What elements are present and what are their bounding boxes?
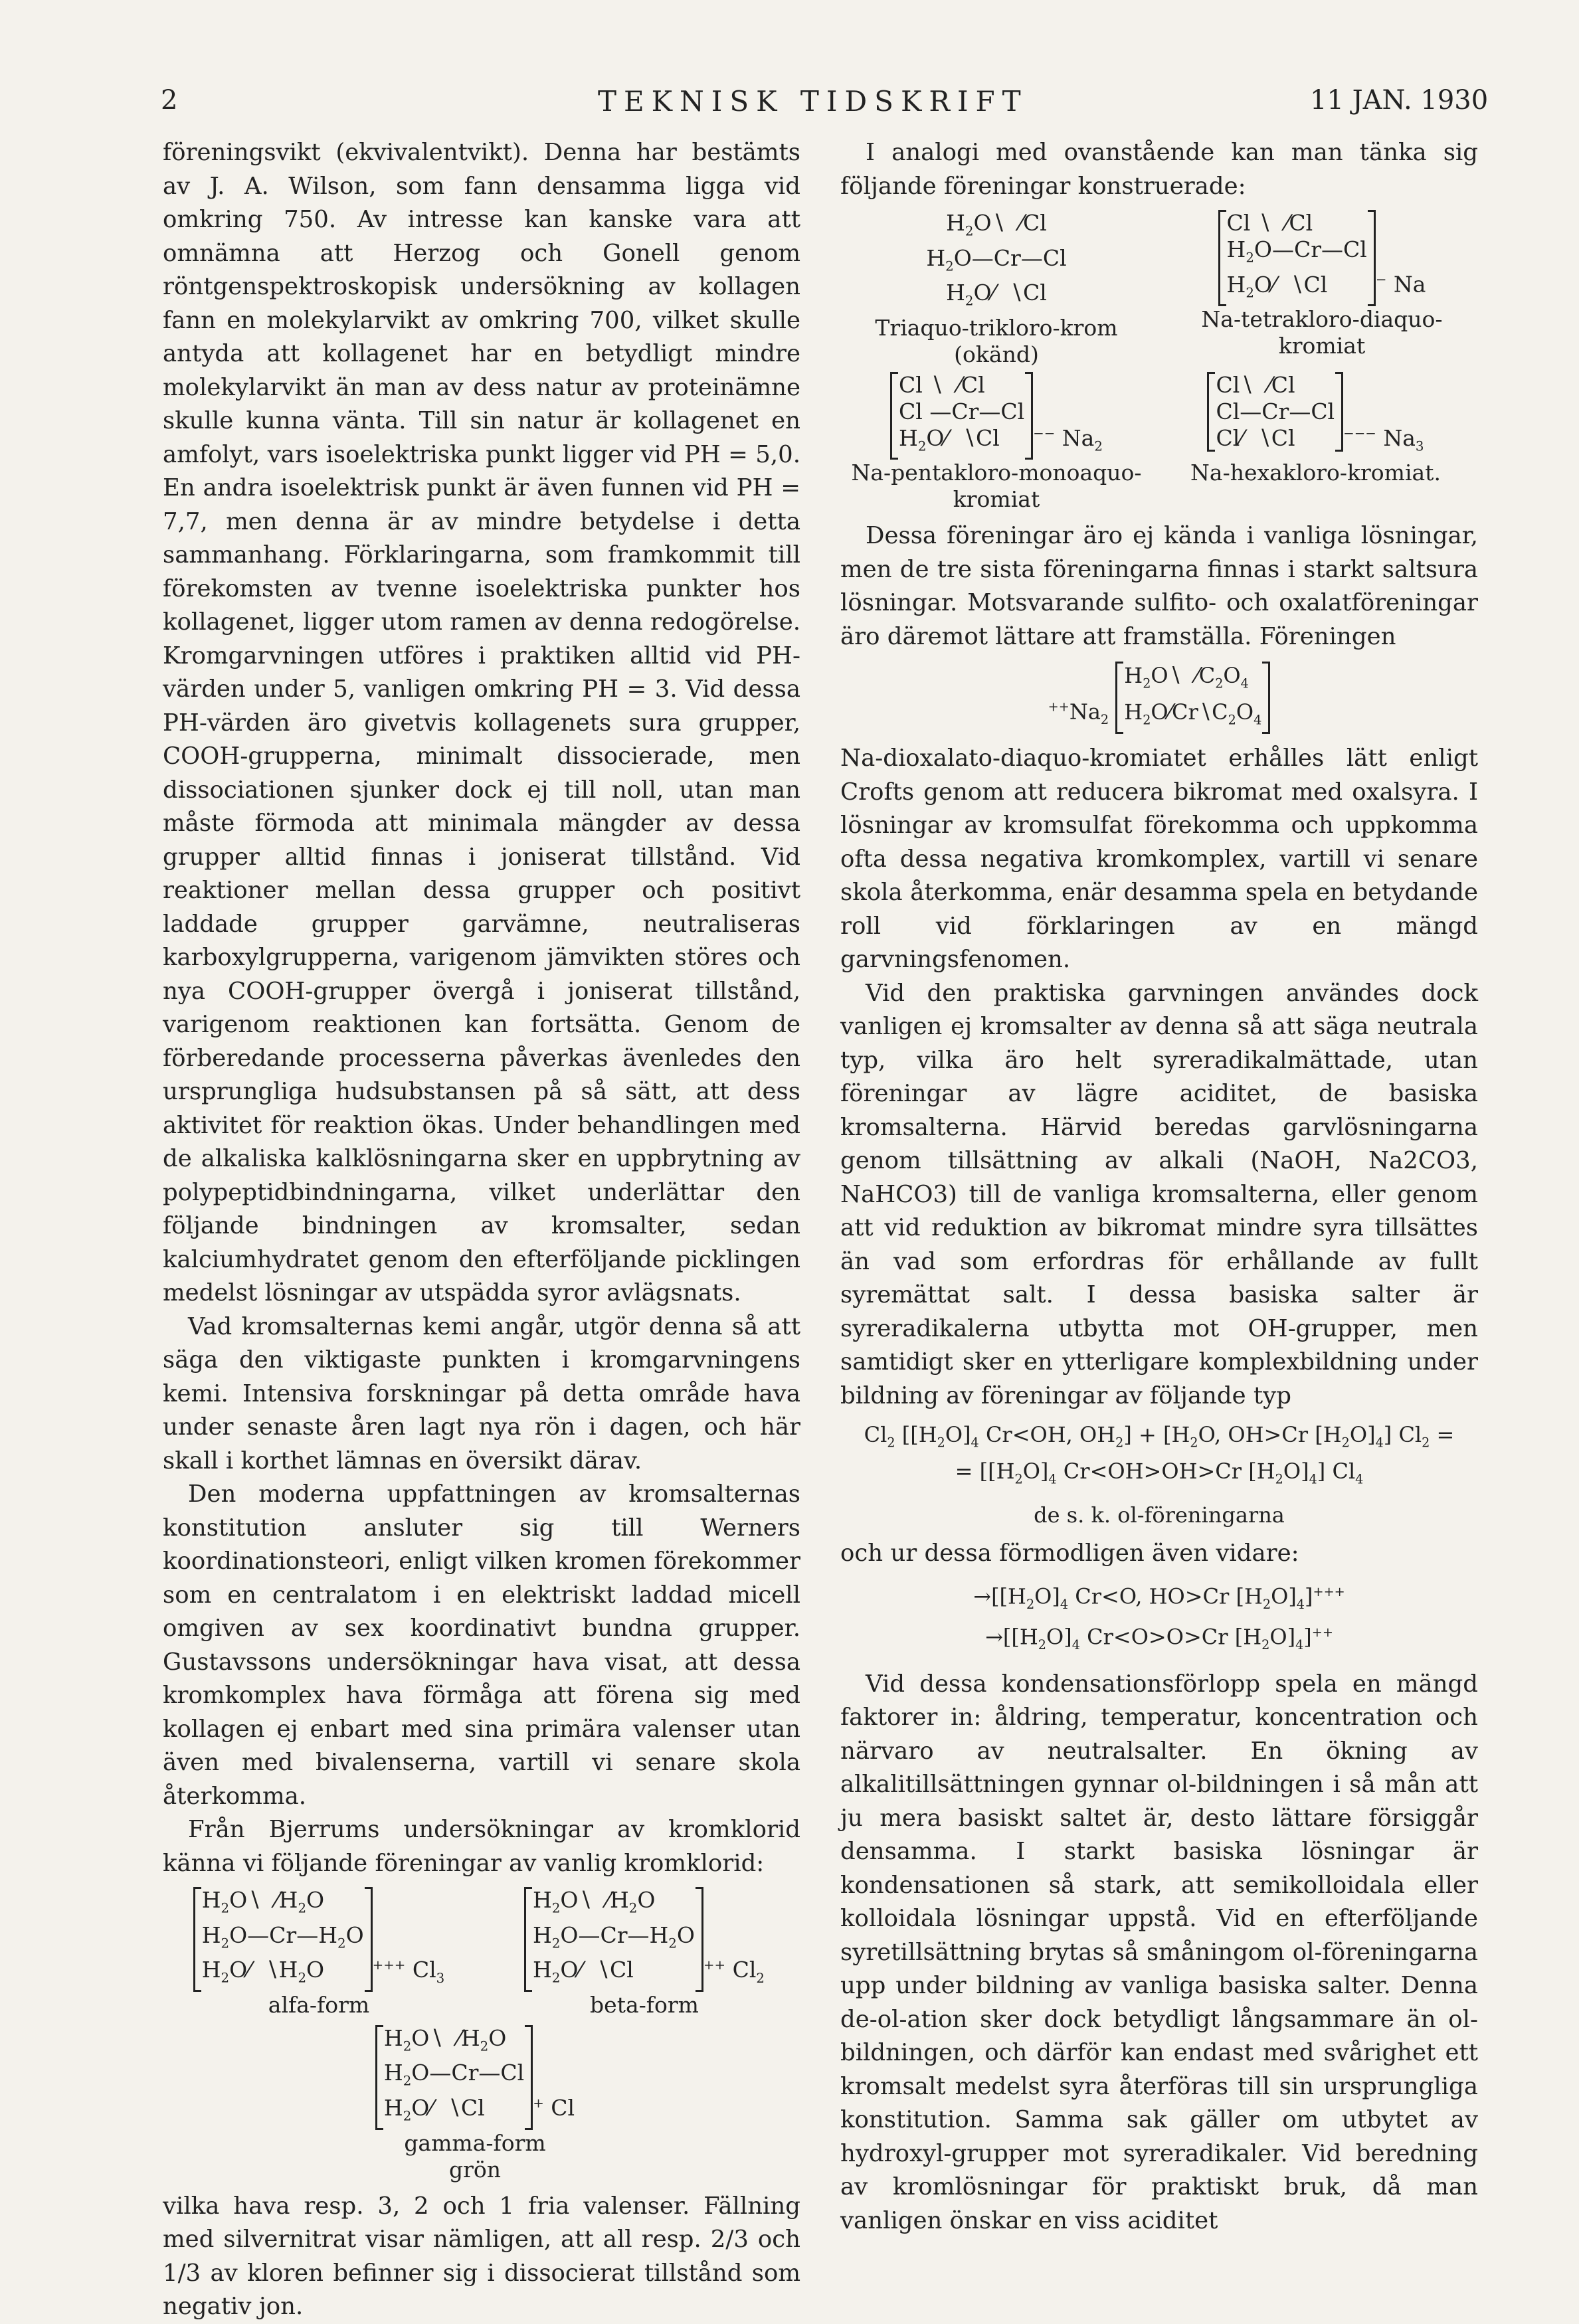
compound-label: Na-hexakloro-kromiat.	[1190, 460, 1441, 486]
compound-label: (okänd)	[954, 341, 1039, 367]
beta-form-label: beta-form	[590, 1991, 699, 2018]
oxo-equations: $\to[[H_2O]_4$ Cr<O, HO>Cr $[H_2O]_4]^{+++}$ $\to[[H_2O]_4$ Cr<O>O>Cr $[H_2O]_4]^{++}$	[973, 1584, 1345, 1653]
paragraph: Vad kromsalternas kemi angår, utgör denna så att säga den viktigaste punkten i kromgarvningens kemi. Intensiva forskningar på detta område hava under senaste åren lagt nya rön i dagen, och här skall i korthet lämnas en översikt därav.	[163, 1312, 800, 1475]
compound-label: Na-pentakloro-monoaquo-	[851, 460, 1142, 486]
paragraph: Na-dioxalato-diaquo-kromiatet erhålles lätt enligt Crofts genom att reducera bikromat med oxalsyra. I lösningar av kromsulfat förekomma och uppkomma ofta dessa negativa kromkomplex, vartill vi senare skola återkomma, enär desamma spela en betydande roll vid förklaringen av en mängd garvningsfenomen.	[840, 745, 1478, 974]
ol-equation: $Cl_2$ [$[H_2O]_4$ Cr<OH, $OH_2] + [H_2O$, OH>Cr $[H_2O]_4$] $Cl_2$ = = [$[H_2O]_4$ Cr<OH>OH>Cr $[H_2O]_4$] $Cl_4$	[864, 1422, 1455, 1486]
paragraph: Vid dessa kondensationsförlopp spela en mängd faktorer in: åldring, temperatur, koncentration och närvaro av neutralsalter. En ökning av alkalitillsättningen gynnar ol-bildningen i så mån att ju mera basiskt saltet är, desto lättare försiggår densamma. I starkt basiska lösningar är kondensationen så stark, att semikolloidala eller kolloidala lösningar uppstå. Vid en efterföljande syretillsättning brytas så småningom ol-föreningarna upp under bildning av vanliga basiska salter. Denna de-ol-ation sker dock betydligt långsammare än ol-bildningen, och därför kan endast med svårighet ett kromsalt medelst syra återföras till sin ursprungliga konstitution. Samma sak gäller om utbytet av hydroxyl-grupper mot syreradikaler. Vid beredning av kromlösningar för praktiskt bruk, då man vanligen önskar en viss aciditet	[840, 1670, 1478, 2234]
chromium-chloride-formulas: $H_2O∖$ $⁄H_2O$ $H_2O—Cr—H_2O$ $H_2O⁄$ $∖H_2O$ +++ $Cl_3$ alfa-form $H_2O∖$ $⁄H_2O$ $H_2O—Cr—H_2O$ $H_2O⁄$ ∖Cl ++ $Cl_2$ beta-form $H_2O∖$ $⁄H_2O$ $H_2O—Cr—Cl$ $H_2O⁄$ ∖Cl + Cl gamma-form grön	[163, 1887, 800, 2183]
journal-title: TEKNISK TIDSKRIFT	[598, 85, 1028, 118]
compound-label: kromiat	[953, 486, 1040, 513]
compound-label: Triaquo-trikloro-krom	[875, 314, 1118, 341]
left-column	[163, 136, 800, 2324]
paragraph: Från Bjerrums undersökningar av kromklorid känna vi följande föreningar av vanlig kromklorid:	[163, 1816, 800, 1877]
paragraph: föreningsvikt (ekvivalentvikt). Denna har bestämts av J. A. Wilson, som fann densamma ligga vid omkring 750. Av intresse kan kanske vara att omnämna att Herzog och Gonell genom röntgenspektroskopisk undersökning av kollagen fann en molekylarvikt av omkring 700, vilket skulle antyda att kollagenet har en betydligt mindre molekylarvikt än man av dess natur av proteinämne skulle kunna vänta. Till sin natur är kollagenet en amfolyt, vars isoelektriska punkt ligger vid PH = 5,0. En andra isoelektrisk punkt är även funnen vid PH = 7,7, men denna är av mindre betydelse i detta sammanhang. Förklaringarna, som framkommit till förekomsten av tvenne isoelektriska punkter hos kollagenet, ligger utom ramen av denna redogörelse. Kromgarvningen utföres i praktiken alltid vid PH-värden under 5, vanligen omkring PH = 3. Vid dessa PH-värden äro givetvis kollagenets sura grupper, COOH-grupperna, minimalt dissocierade, men dissociationen sjunker dock ej till noll, utan man måste förmoda att minimala mängder av dessa grupper alltid finnas i joniserat tillstånd. Vid reaktioner mellan dessa grupper och positivt laddade grupper garvämne, neutraliseras karboxylgrupperna, varigenom jämvikten störes och nya COOH-grupper övergå i joniserat tillstånd, varigenom reaktionen kan fortsätta. Genom de förberedande processerna påverkas ävenledes den ursprungliga hudsubstansen på så sätt, att dess aktivitet för reaktion ökas. Under behandlingen med de alkaliska kalklösningarna sker en uppbrytning av polypeptidbindningarna, vilket underlättar den följande bindningen av kromsalter, sedan kalciumhydratet genom den efterföljande picklingen medelst lösningar av utspädda syror avlägsnats.	[163, 139, 800, 1306]
alfa-form-label: alfa-form	[268, 1991, 370, 2018]
ol-label: de s. k. ol-föreningarna	[1034, 1502, 1285, 1528]
right-column	[840, 136, 1478, 2238]
paragraph: Dessa föreningar äro ej kända i vanliga lösningar, men de tre sista föreningarna finnas i starkt saltsura lösningar. Motsvarande sulfito- och oxalatföreningar äro däremot lättare att framställa. Föreningen	[840, 522, 1478, 650]
gamma-form-label: gamma-form	[404, 2129, 546, 2156]
page-number: 2	[161, 85, 178, 116]
paragraph: Den moderna uppfattningen av kromsalternas konstitution ansluter sig till Werners koordinationsteori, enligt vilken kromen förekommer som en centralatom i en elektriskt laddad micell omgiven av sex koordinativt bundna grupper. Gustavssons undersökningar hava visat, att dessa kromkomplex hava förmåga att förena sig med kollagen ej enbart med sina primära valenser utan även med bivalenserna, vartill vi senare skola återkomma.	[163, 1480, 800, 1810]
paragraph: I analogi med ovanstående kan man tänka sig följande föreningar konstruerade:	[840, 139, 1478, 200]
gron-label: grön	[448, 2156, 502, 2183]
oxalato-formula: $^{++}Na_2$ $H_2O∖$ $⁄C_2O_4$ $H_2O⁄Cr∖C_2O_4$	[840, 662, 1478, 734]
paragraph: vilka hava resp. 3, 2 och 1 fria valenser. Fällning med silvernitrat visar nämligen, att all resp. 2/3 och 1/3 av kloren befinner sig i dissocierat tillstånd som negativ jon.	[163, 2192, 800, 2321]
analog-formulas: $H_2O∖$ ⁄Cl $H_2O—Cr—Cl$ $H_2O⁄$ ∖Cl Triaquo-trikloro-krom (okänd) Cl ∖ ⁄Cl $H_2O—Cr—Cl$ $H_2O⁄$ ∖Cl − Na Na-tetrakloro-diaquo- kromiat Cl ∖ ⁄Cl Cl —Cr—Cl $H_2O⁄$ ∖Cl −− $Na_2$ Na-pentakloro-monoaquo- kromiat Cl∖ ⁄Cl Cl—Cr—Cl Cl⁄ ∖Cl −−− $Na_3$ Na-hexakloro-kromiat.	[840, 210, 1478, 513]
paragraph: Vid den praktiska garvningen användes dock vanligen ej kromsalter av denna så att säga neutrala typ, vilka äro helt syreradikalmättade, utan föreningar av lägre aciditet, de basiska kromsalterna. Härvid beredas garvlösningarna genom tillsättning av alkali (NaOH, Na2CO3, NaHCO3) till de vanliga kromsalterna, eller genom att vid reduktion av bikromat mindre syra tillsättes än vad som erfordras för erhållande av fullt syremättat salt. I dessa basiska salter är syreradikalerna utbytta mot OH-grupper, men samtidigt sker en ytterligare komplexbildning under bildning av föreningar av följande typ	[840, 979, 1478, 1409]
compound-label: kromiat	[1278, 333, 1366, 359]
paragraph: och ur dessa förmodligen även vidare:	[840, 1539, 1299, 1567]
compound-label: Na-tetrakloro-diaquo-	[1201, 306, 1443, 333]
issue-date: 11 JAN. 1930	[1310, 85, 1489, 116]
